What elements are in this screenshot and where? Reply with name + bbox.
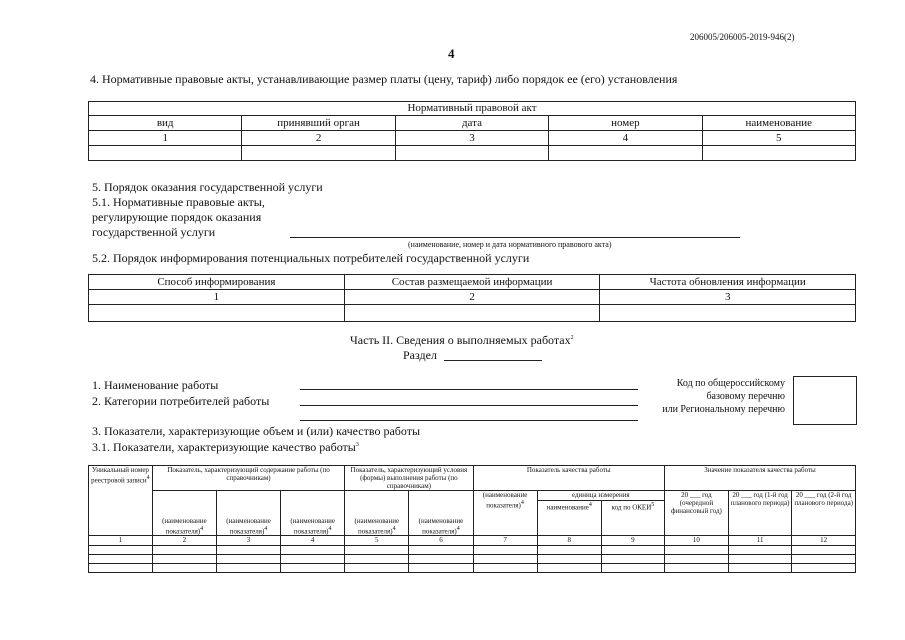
table-cell (537, 555, 601, 564)
column-number: 4 (281, 536, 345, 546)
column-header: принявший орган (242, 116, 395, 131)
informing-table (88, 274, 856, 322)
table-cell (728, 546, 792, 555)
table-cell (216, 564, 280, 573)
part2-title: Часть II. Сведения о выполняемых работах$^2$ (350, 333, 574, 347)
column-header: Состав размещаемой информации (344, 275, 600, 290)
indicator-name: (наименование показателя)$^4$ (281, 491, 345, 536)
code-label-line3: или Региональному перечню (662, 404, 785, 415)
table-cell (89, 546, 153, 555)
header-unique-number: Уникальный номер реестровой записи$^4$ (89, 466, 153, 536)
table-cell (601, 564, 664, 573)
line-caption: (наименование, номер и дата нормативного правового акта) (408, 240, 612, 249)
normative-acts-table (88, 101, 856, 161)
column-number: 12 (792, 536, 856, 546)
year-1: 20 ___ год (очередной финансовый год) (664, 491, 728, 536)
fill-line (300, 420, 638, 421)
document-id: 206005/206005-2019-946(2) (690, 32, 795, 42)
table-cell (152, 555, 216, 564)
column-number: 1 (89, 536, 153, 546)
quality-indicator-name: (наименование показателя)$^4$ (473, 491, 537, 536)
table-cell (792, 564, 856, 573)
table-cell (281, 555, 345, 564)
table-cell (792, 546, 856, 555)
table-cell (664, 546, 728, 555)
column-number: 7 (473, 536, 537, 546)
consumer-category-label: 2. Категории потребителей работы (92, 394, 270, 408)
table-cell (473, 555, 537, 564)
fill-line (300, 405, 638, 406)
unit-code: код по ОКЕИ$^5$ (601, 501, 664, 536)
column-number: 3 (395, 131, 548, 146)
header-content: Показатель, характеризующий содержание работы (по справочникам) (152, 466, 344, 491)
table-cell (600, 305, 856, 322)
section5-title: 5. Порядок оказания государственной услуги (92, 180, 323, 194)
table-cell (152, 546, 216, 555)
column-number: 5 (345, 536, 409, 546)
section51-line1: 5.1. Нормативные правовые акты, (92, 195, 265, 209)
column-number: 2 (242, 131, 395, 146)
fill-line (444, 360, 542, 361)
table-cell (549, 146, 702, 161)
table-cell (702, 146, 855, 161)
column-number: 6 (409, 536, 473, 546)
table-cell (89, 305, 345, 322)
column-number: 3 (216, 536, 280, 546)
indicator-name: (наименование показателя)$^4$ (409, 491, 473, 536)
table-cell (395, 146, 548, 161)
unit-header: единица измерения (537, 491, 664, 501)
column-header: номер (549, 116, 702, 131)
table-cell (89, 555, 153, 564)
table-cell (473, 546, 537, 555)
column-number: 9 (601, 536, 664, 546)
table-cell (281, 564, 345, 573)
table-cell (537, 564, 601, 573)
table-cell (664, 564, 728, 573)
table-cell (409, 555, 473, 564)
table-cell (89, 146, 242, 161)
table-cell (728, 564, 792, 573)
table-cell (345, 555, 409, 564)
table-cell (281, 546, 345, 555)
section51-line3: государственной услуги (92, 225, 216, 239)
table-cell (409, 564, 473, 573)
header-value: Значение показателя качества работы (664, 466, 855, 491)
table-cell (537, 546, 601, 555)
table-cell (792, 555, 856, 564)
header-conditions: Показатель, характеризующий условия (формы) выполнения работы (по справочникам) (345, 466, 473, 491)
table-header: Нормативный правовой акт (89, 102, 856, 116)
quality-table (88, 465, 856, 573)
section4-title: 4. Нормативные правовые акты, устанавливающие размер платы (цену, тариф) либо порядок ее (его) установления (90, 72, 678, 86)
indicator-name: (наименование показателя)$^4$ (216, 491, 280, 536)
year-2: 20 ___ год (1-й год планового периода) (728, 491, 792, 536)
column-number: 8 (537, 536, 601, 546)
table-cell (216, 546, 280, 555)
table-cell (242, 146, 395, 161)
column-number: 11 (728, 536, 792, 546)
table-cell (601, 546, 664, 555)
table-cell (409, 546, 473, 555)
column-header: наименование (702, 116, 855, 131)
column-header: Частота обновления информации (600, 275, 856, 290)
section31-title: 3.1. Показатели, характеризующие качество работы$^3$ (92, 440, 359, 454)
section3-title: 3. Показатели, характеризующие объем и (или) качество работы (92, 424, 421, 438)
table-cell (664, 555, 728, 564)
column-number: 3 (600, 290, 856, 305)
indicator-name: (наименование показателя)$^4$ (152, 491, 216, 536)
table-cell (344, 305, 600, 322)
column-number: 4 (549, 131, 702, 146)
year-3: 20 ___ год (2-й год планового периода) (792, 491, 856, 536)
section51-line2: регулирующие порядок оказания (92, 210, 262, 224)
column-number: 2 (152, 536, 216, 546)
unit-name: наименование$^4$ (537, 501, 601, 536)
column-number: 5 (702, 131, 855, 146)
table-cell (216, 555, 280, 564)
table-cell (601, 555, 664, 564)
code-box (793, 376, 857, 425)
table-cell (345, 546, 409, 555)
table-cell (152, 564, 216, 573)
code-label-line2: базовому перечню (706, 391, 785, 402)
page-number: 4 (448, 46, 455, 61)
column-header: вид (89, 116, 242, 131)
table-cell (89, 564, 153, 573)
column-header: Способ информирования (89, 275, 345, 290)
fill-line (290, 237, 740, 238)
column-number: 1 (89, 131, 242, 146)
column-number: 2 (344, 290, 600, 305)
column-number: 10 (664, 536, 728, 546)
header-quality: Показатель качества работы (473, 466, 664, 491)
section52-title: 5.2. Порядок информирования потенциальных потребителей государственной услуги (92, 251, 530, 265)
code-label-line1: Код по общероссийскому (676, 378, 785, 389)
work-name-label: 1. Наименование работы (92, 378, 219, 392)
table-cell (728, 555, 792, 564)
table-cell (473, 564, 537, 573)
column-number: 1 (89, 290, 345, 305)
indicator-name: (наименование показателя)$^4$ (345, 491, 409, 536)
fill-line (300, 389, 638, 390)
table-cell (345, 564, 409, 573)
column-header: дата (395, 116, 548, 131)
section-label: Раздел (403, 348, 437, 362)
